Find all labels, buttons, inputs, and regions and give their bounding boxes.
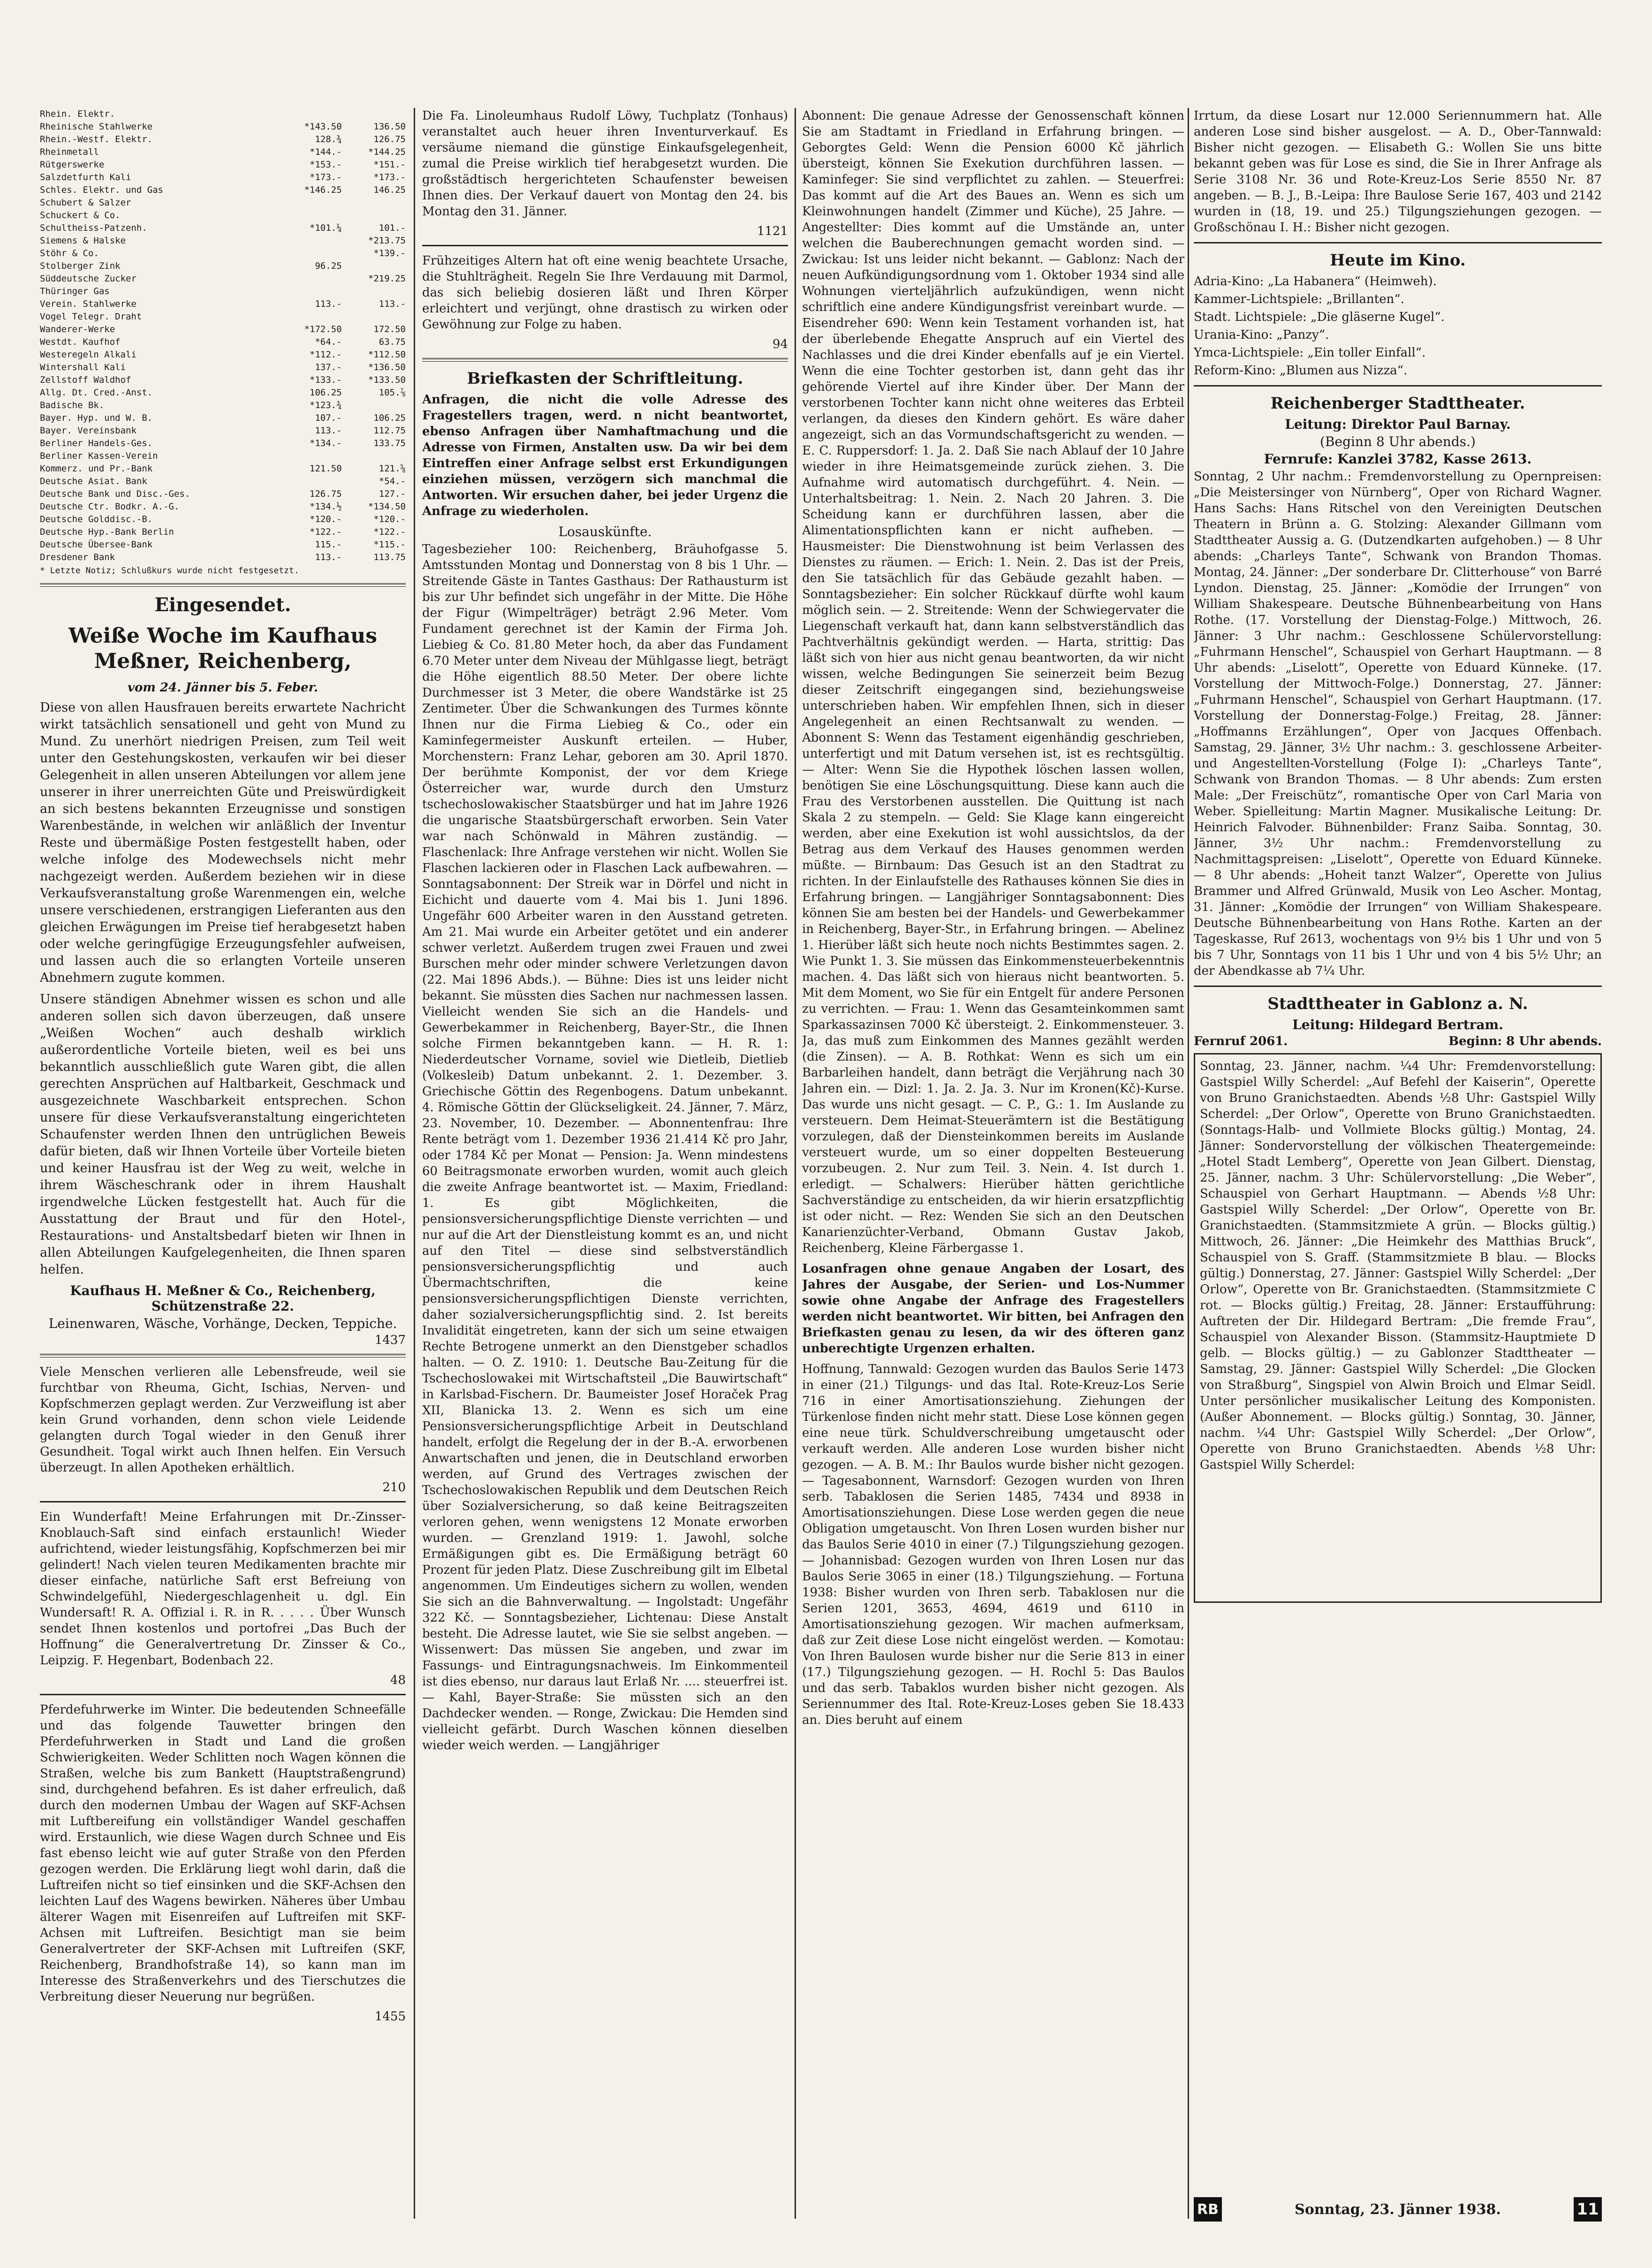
theater-gablonz-title: Stadttheater in Gablonz a. N. bbox=[1267, 994, 1528, 1013]
stock-row bbox=[40, 323, 406, 336]
ad-title: Weiße Woche im Kaufhaus Meßner, Reichenberg, bbox=[68, 624, 378, 673]
stock-quote: *143.50 bbox=[304, 121, 342, 132]
stock-quote: *133.50 bbox=[368, 375, 406, 385]
theater-reichenberg-start: (Beginn 8 Uhr abends.) bbox=[1320, 434, 1476, 449]
stock-quote bbox=[278, 235, 341, 247]
theater-gablonz-lead: Leitung: Hildegard Bertram. bbox=[1292, 1017, 1503, 1032]
stock-row bbox=[40, 488, 406, 501]
stock-row bbox=[40, 260, 406, 273]
stock-row bbox=[40, 539, 406, 551]
stock-quote: *146.25 bbox=[304, 185, 342, 195]
stock-row bbox=[40, 361, 406, 374]
stock-name: Deutsche Ctr. Bodkr. A.-G. bbox=[40, 501, 180, 512]
stock-quote: *172.50 bbox=[304, 324, 342, 334]
stock-quote bbox=[342, 108, 406, 121]
stock-name: Schuckert & Co. bbox=[40, 210, 121, 220]
stock-name: Vogel Telegr. Draht bbox=[40, 311, 142, 322]
stock-quote: 133.75 bbox=[373, 438, 406, 448]
stock-quote: *173.- bbox=[373, 172, 406, 182]
stock-name: Süddeutsche Zucker bbox=[40, 273, 136, 284]
briefkasten-body-cont: Abonnent: Die genaue Adresse der Genossenschaft können Sie am Stadtamt in Friedland in Erfahrung bringen. — Geborgtes Geld: Wenn die Pension 6000 Kč jährlich übersteigt, können Sie Exekution durchführen lassen. — Kaminfeger: Sie sind verpflichtet zu zahlen. — Steuerfrei: Das kommt auf die Art des Baues an. Wenn es sich um Kleinwohnungen handelt (Zimmer und Küche), 25 Jahre. — Angestellter: Dies kommt auf die Umstände an, unter welchen die Bauberechnungen gemacht worden sind. — Zwickau: Ist uns leider nicht bekannt. — Gablonz: Nach der neuen Aufkündigungsordnung vom 1. Oktober 1934 sind alle Wohnungen vierteljährlich aufzukündigen, wenn nicht schriftlich eine andere Kündigungsfrist vereinbart wurde. — Eisendreher 690: Wenn kein Testament vorhanden ist, hat der überlebende Ehegatte Anspruch auf ein Viertel des Nachlasses und die drei Kinder ebenfalls auf je ein Viertel. Wenn die eine Tochter gestorben ist, dann geht das ihr gehörende Viertel auf ihre Kinder über. Der Mann der verstorbenen Tochter kann nicht ohne weiteres das Erbteil verlangen, da dieses den Kindern gehört. Es wäre daher angezeigt, sich an das Vormundschaftsgericht zu wenden. — E. C. Ruppersdorf: 1. Ja. 2. Daß Sie nach Ablauf der 10 Jahre wieder in ihre Heimatsgemeinde zurück ziehen. 3. Die Aufnahme wird automatisch durchgeführt. 4. Nein. — Unterhaltsbeitrag: 1. Nein. 2. Nach 20 Jahren. 3. Die Scheidung kann er durchführen lassen, aber die Alimentationspflichten kann er nicht aufheben. — Hausmeister: Die Dienstwohnung ist beim Verlassen des Dienstes zu räumen. — Erich: 1. Nein. 2. Das ist der Preis, den Sie tatsächlich für das Gebäude gezahlt haben. — Sonntagsbezieher: Ein solcher Rückkauf dürfte wohl kaum möglich sein. — 2. Streitende: Wenn der Schwiegervater die Liegenschaft verkauft hat, dann kann selbstverständlich das Pachtverhältnis gekündigt werden. — Harta, strittig: Das läßt sich von hier aus nicht genau beantworten, da wir nicht wissen, welche Bedingungen Sie seinerzeit beim Bezug dieser Zeitschrift eingegangen sind, beziehungsweise unterschrieben haben. Wir empfehlen Ihnen, sich in dieser Angelegenheit an einen Rechtsanwalt zu wenden. — Abonnent S: Wenn das Testament eigenhändig geschrieben, unterfertigt und mit Datum versehen ist, ist es rechtsgültig. — Alter: Wenn Sie die Hypothek löschen lassen wollen, benötigen Sie eine Löschungsquittung. Diese kann auch die Frau des Verstorbenen ausstellen. Die Quittung ist nach Skala 2 zu stempeln. — Geld: Sie Klage kann eingereicht werden, aber eine Exekution ist wohl aussichtslos, da der Betrag aus dem Verkauf des Hauses genommen werden müßte. — Birnbaum: Das Gesuch ist an den Stadtrat zu richten. In der Einlaufstelle des Rathauses können Sie dies in Erfahrung bringen. — Langjähriger Sonntagsabonnent: Dies können Sie am besten bei der Handels- und Gewerbekammer in Reichenberg, Bayer-Str., in Erfahrung bringen. — Abelinez 1. Hierüber läßt sich heute noch nichts Bestimmtes sagen. 2. Wie Punkt 1. 3. Sie müssen das Einkommensteuerbekenntnis machen. 4. Das läßt sich von hieraus nicht beantworten. 5. Mit dem Moment, wo Sie für ein Entgelt für andere Personen zu verrichten. — Frau: 1. Wenn das Gesamteinkommen samt Sparkassazinsen 7000 Kč übersteigt. 2. Einkommensteuer. 3. Ja, das muß zum Einkommen des Mannes gezählt werden (die Zinsen). — A. B. Rothkat: Wenn es sich um ein Barbarleihen handelt, dann beträgt die Verjährung nach 30 Jahren ein. — Dizl: 1. Ja. 2. Ja. 3. Nur im Kronen(Kč)-Kurse. Das wurde uns nicht gesagt. — C. P., G.: 1. Im Auslande zu versteuern. Dem Heimat-Steuerämtern ist die Bestätigung vorzulegen, daß der Diensteinkommen bereits im Auslande versteuert wurde, um so einer doppelten Besteuerung vorzubeugen. 2. Nur zum Teil. 3. Nein. 4. Ist durch 1. erledigt. — Schalwers: Hierüber hätten gerichtliche Sachverständige zu entscheiden, da wir hierin ersatzpflichtig ist oder nicht. — Rez: Wenden Sie sich an den Deutschen Kanarienzüchter-Verband, Obmann Gustav Jakob, Reichenberg, Kleine Färbergasse 1. bbox=[802, 109, 1184, 1255]
stock-row bbox=[40, 108, 406, 121]
stock-row bbox=[40, 285, 406, 298]
stock-quote: 137.- bbox=[315, 362, 342, 372]
column-1 bbox=[40, 108, 406, 2024]
stock-quote: 121.50 bbox=[310, 463, 342, 474]
column-3 bbox=[802, 108, 1184, 1733]
stock-quote bbox=[278, 450, 341, 463]
stock-quote bbox=[342, 311, 406, 323]
stock-row bbox=[40, 159, 406, 171]
stock-name: Wintershall Kali bbox=[40, 362, 126, 372]
stock-quote bbox=[278, 311, 341, 323]
kino-item: Ymca-Lichtspiele: „Ein toller Einfall“. bbox=[1194, 346, 1426, 360]
stock-quote: 96.25 bbox=[315, 261, 342, 271]
kino-item: Urania-Kino: „Panzy“. bbox=[1194, 328, 1329, 342]
stock-row bbox=[40, 247, 406, 260]
stock-quote bbox=[278, 247, 341, 260]
stock-quote bbox=[342, 450, 406, 463]
stock-row bbox=[40, 526, 406, 539]
stock-name: Schultheiss-Patzenh. bbox=[40, 223, 147, 233]
stock-quote: 172.50 bbox=[373, 324, 406, 334]
ad-number: 1437 bbox=[374, 1333, 406, 1347]
theater-gablonz-start: Beginn: 8 Uhr abends. bbox=[1448, 1034, 1602, 1048]
stock-quote: 113.- bbox=[315, 299, 342, 309]
stock-quote: *139.- bbox=[373, 248, 406, 258]
stock-name: Rhein. Elektr. bbox=[40, 109, 115, 119]
theater-reichenberg-program: Sonntag, 2 Uhr nachm.: Fremdenvorstellung zu Opernpreisen: „Die Meistersinger von Nürnberg“, Oper von Richard Wagner. Hans Sachs: Hans Ritschel von den Vereinigten Deutschen Theatern in Brünn a. G. Stolzing: Alexander Gillmann vom Stadttheater Aussig a. G. (Dutzendkarten aufgehoben.) — 8 Uhr abends: „Charleys Tante“, Schwank von Brandon Thomas. Montag, 24. Jänner: „Der sonderbare Dr. Clitterhouse“ von Barré Lyndon. Dienstag, 25. Jänner: „Komödie der Irrungen“ von William Shakespeare. Deutsche Bühnenbearbeitung von Hans Rothe. (17. Vorstellung der Dienstag-Folge.) Mittwoch, 26. Jänner: 3 Uhr nachm.: Geschlossene Schülervorstellung: „Fuhrmann Henschel“, Schauspiel von Gerhart Hauptmann. — 8 Uhr abends: „Liselott“, Operette von Eduard Künneke. (17. Vorstellung der Mittwoch-Folge.) Donnerstag, 27. Jänner: „Fuhrmann Henschel“, Schauspiel von Gerhart Hauptmann. (17. Vorstellung der Donnerstag-Folge.) Freitag, 28. Jänner: „Hoffmanns Erzählungen“, Oper von Jacques Offenbach. Samstag, 29. Jänner, 3½ Uhr nachm.: 3. geschlossene Arbeiter- und Angestellten-Vorstellung (Folge I): „Charleys Tante“, Schwank von Brandon Thomas. — 8 Uhr abends: Zum ersten Male: „Der Freischütz“, romantische Oper von Carl Maria von Weber. Spielleitung: Martin Magner. Musikalische Leitung: Dr. Heinrich Falvoder. Bühnenbilder: Franz Saiba. Sonntag, 30. Jänner, 3½ Uhr nachm.: Fremdenvorstellung zu Nachmittagspreisen: „Liselott“, Operette von Eduard Künneke. — 8 Uhr abends: „Hoheit tanzt Walzer“, Operette von Julius Brammer und Alfred Grünwald, Musik von Leo Ascher. Montag, 31. Jänner: „Komödie der Irrungen“ von William Shakespeare. Deutsche Bühnenbearbeitung von Hans Rothe. Karten an der Tageskasse, Ruf 2613, wochentags von 9½ bis 1 Uhr und von 5 bis 7 Uhr, Sonntags von 11 bis 1 Uhr und von 4 bis 5½ Uhr; an der Abendkasse ab 7¼ Uhr. bbox=[1194, 470, 1602, 978]
stock-quote bbox=[342, 197, 406, 209]
stock-row bbox=[40, 209, 406, 222]
divider bbox=[422, 358, 788, 362]
stock-quote: 115.- bbox=[315, 539, 342, 550]
stock-row bbox=[40, 133, 406, 146]
stock-quote bbox=[278, 209, 341, 222]
column-rule bbox=[795, 108, 796, 2219]
stock-quote: 128.¾ bbox=[315, 134, 342, 144]
theater-reichenberg-phone: Fernrufe: Kanzlei 3782, Kasse 2613. bbox=[1264, 451, 1532, 467]
kino-item: Kammer-Lichtspiele: „Brillanten“. bbox=[1194, 292, 1404, 306]
stock-name: Stöhr & Co. bbox=[40, 248, 99, 258]
stock-name: Bayer. Hyp. und W. B. bbox=[40, 413, 153, 423]
page-footer bbox=[1194, 2193, 1602, 2226]
stock-quote: *151.- bbox=[373, 159, 406, 170]
stock-name: Westdt. Kaufhof bbox=[40, 337, 121, 347]
stock-quote: 106.25 bbox=[373, 413, 406, 423]
stock-quote: 136.50 bbox=[373, 121, 406, 132]
stock-name: Allg. Dt. Cred.-Anst. bbox=[40, 387, 153, 398]
stock-quote: *133.- bbox=[310, 375, 342, 385]
ad-paragraph: Unsere ständigen Abnehmer wissen es schon und alle anderen sollen sich davon überzeugen, daß unsere „Weißen Wochen“ auch deshalb wirklich außerordentliche Vorteile bieten, weil es bei uns bekanntlich ausschließlich gute Waren gibt, die allen gerechten Ansprüchen auf Haltbarkeit, Geschmack und ausgezeichnete Waschbarkeit entsprechen. Schon unsere für diese Verkaufsveranstaltung eingerichteten Schaufenster werden Ihnen den untrüglichen Beweis dafür bieten, daß wir Ihnen Vorteile über Vorteile bieten und keiner Hausfrau ist der Weg zu weit, welche in ihrem Wäscheschrank oder in ihrem Haushalt irgendwelche Lücken festgestellt hat. Auch für die Ausstattung der Braut und für den Hotel-, Restaurations- und Anstaltsbedarf bieten wir Ihnen in allen Abteilungen Kaufgelegenheiten, die Ihnen sparen helfen. bbox=[40, 992, 406, 1277]
stock-quote: *101.¼ bbox=[310, 223, 342, 233]
lotto-body-cont: Irrtum, da diese Losart nur 12.000 Seriennummern hat. Alle anderen Lose sind bisher ausgelost. — A. D., Ober-Tannwald: Bisher nicht gezogen. — Elisabeth G.: Wollen Sie uns bitte bekannt geben was für Lose es sind, die Sie in Ihrer Anfrage als Serie 3108 Nr. 36 und Rote-Kreuz-Los Serie 8550 Nr. 87 angeben. — B. J., B.-Leipa: Ihre Baulose Serie 167, 403 und 2142 wurden in (18, 19. und 25.) Tilgungsziehungen gezogen. — Großschönau I. H.: Bisher nicht gezogen. bbox=[1194, 109, 1602, 235]
stock-name: Badische Bk. bbox=[40, 400, 105, 410]
stock-quote: 106.25 bbox=[310, 387, 342, 398]
stock-quote: 113.- bbox=[315, 425, 342, 436]
stock-quote: *134.½ bbox=[310, 501, 342, 512]
stock-quote bbox=[278, 475, 341, 488]
stock-row bbox=[40, 146, 406, 159]
stock-row bbox=[40, 551, 406, 564]
stock-name: Rhein.-Westf. Elektr. bbox=[40, 134, 153, 144]
stock-quote: *122.- bbox=[310, 527, 342, 537]
stock-quote: 112.75 bbox=[373, 425, 406, 436]
stock-quote bbox=[278, 285, 341, 298]
stock-row bbox=[40, 222, 406, 235]
theater-gablonz-box bbox=[1194, 1053, 1602, 1603]
stock-row bbox=[40, 235, 406, 247]
kino-item: Adria-Kino: „La Habanera“ (Heimweh). bbox=[1194, 274, 1437, 288]
lotto-lead: Losanfragen ohne genaue Angaben der Losart, des Jahres der Ausgabe, der Serien- und Los-Nummer sowie ohne Angabe der Anfrage des Fragestellers werden nicht beantwortet. Wir bitten, bei Anfragen den Briefkasten genau zu lesen, da wir des öfteren ganz unberechtigte Urgenzen erhalten. bbox=[802, 1262, 1184, 1356]
stock-name: Rheinmetall bbox=[40, 147, 99, 157]
stock-quote: 146.25 bbox=[373, 185, 406, 195]
stock-quote: *122.- bbox=[373, 527, 406, 537]
theater-reichenberg-lead: Leitung: Direktor Paul Barnay. bbox=[1285, 417, 1511, 432]
stock-row bbox=[40, 349, 406, 361]
stock-quote: *144.- bbox=[310, 147, 342, 157]
stock-row bbox=[40, 412, 406, 425]
stock-quote: 101.- bbox=[379, 223, 406, 233]
stock-name: Schubert & Salzer bbox=[40, 197, 131, 208]
notice-number: 1455 bbox=[374, 2010, 406, 2024]
stock-quote: 105.⅞ bbox=[379, 387, 406, 398]
divider bbox=[1194, 385, 1602, 387]
stock-quote: 113.75 bbox=[373, 552, 406, 562]
stock-name: Berliner Handels-Ges. bbox=[40, 438, 153, 448]
stock-row bbox=[40, 336, 406, 349]
notice-pferde: Pferdefuhrwerke im Winter. Die bedeutenden Schneefälle und das folgende Tauwetter bringen den Pferdefuhrwerken in Stadt und Land die großen Schwierigkeiten. Weder Schlitten noch Wagen können die Straßen, welche bis zum Bankett (Hauptstraßengrund) sind, durchgehend befahren. Es ist daher erfreulich, daß durch den modernen Umbau der Wagen auf SKF-Achsen mit Luftbereifung ein vollständiger Wandel geschaffen wird. Erstaunlich, wie diese Wagen durch Schnee und Eis fast ebenso leicht wie auf guter Straße von den Pferden gezogen werden. Die Erklärung liegt wohl darin, daß die Luftreifen nicht so tief einsinken und die SKF-Achsen den leichten Lauf des Wagens bewirken. Näheres über Umbau älterer Wagen mit Eisenreifen auf Luftreifen mit SKF-Achsen mit Luftreifen. Besichtigt man sie beim Generalvertreter der SKF-Achsen mit Luftreifen (SKF, Reichenberg, Brandhofstraße 14), so kann man im Interesse des Straßenverkehrs und des Tierschutzes die Verbreitung dieser Neuerung nur begrüßen. bbox=[40, 1703, 406, 2004]
stock-quote: 126.75 bbox=[310, 489, 342, 499]
stock-row bbox=[40, 437, 406, 450]
stock-quote: *173.- bbox=[310, 172, 342, 182]
ad-paragraph: Diese von allen Hausfrauen bereits erwartete Nachricht wirkt tatsächlich sensationell und geht von Mund zu Mund. Zu unerhört niedrigen Preisen, zum Teil weit unter den Gestehungskosten, verkaufen wir bei dieser Gelegenheit in allen unseren Abteilungen vor allem jene unserer in ihrer unerreichten Güte und Preiswürdigkeit an sich bestens bekannten Erzeugnisse und sonstigen Warenbestände, in welchen wir anläßlich der Inventur Reste und übermäßige Posten festgestellt haben, oder welche infolge des Modewechsels nicht mehr nachgezeigt werden. Außerdem beziehen wir in diese Verkaufsveranstaltung große Warenmengen ein, welche unsere verschiedenen, erstrangigen Lieferanten aus den gleichen Erwägungen im Preise tief herabgesetzt haben oder welche geringfügige Erzeugungsfehler aufweisen, und lassen auch die so erlangten Vorteile unseren Abnehmern zugute kommen. bbox=[40, 700, 406, 985]
stock-name: Zellstoff Waldhof bbox=[40, 375, 131, 385]
theater-gablonz-phone: Fernruf 2061. bbox=[1194, 1034, 1288, 1048]
kino-item: Stadt. Lichtspiele: „Die gläserne Kugel“. bbox=[1194, 310, 1445, 324]
stock-name: Dresdener Bank bbox=[40, 552, 115, 562]
stock-row bbox=[40, 475, 406, 488]
stock-name: Westeregeln Alkali bbox=[40, 349, 136, 360]
stock-row bbox=[40, 513, 406, 526]
theater-gablonz-program: Sonntag, 23. Jänner, nachm. ¼4 Uhr: Fremdenvorstellung: Gastspiel Willy Scherdel: „Auf Befehl der Kaiserin“, Operette von Bruno Granichstaedten. Abends ½8 Uhr: Gastspiel Willy Scherdel: „Der Orlow“, Operette von Bruno Granichstaedten. (Sonntags-Halb- und Vollmiete Blocks gültig.) Montag, 24. Jänner: Sondervorstellung der völkischen Theatergemeinde: „Hotel Stadt Lemberg“, Operette von Jean Gilbert. Dienstag, 25. Jänner, nachm. 3 Uhr: Schülervorstellung: „Die Weber“, Schauspiel von Gerhart Hauptmann. — Abends ½8 Uhr: Gastspiel Willy Scherdel: „Der Orlow“, Operette von Br. Granichstaedten. (Stammsitzmiete A grün. — Blocks gültig.) Mittwoch, 26. Jänner: „Die Heimkehr des Matthias Bruck“, Schauspiel von S. Graff. (Stammsitzmiete B blau. — Blocks gültig.) Donnerstag, 27. Jänner: Gastspiel Willy Scherdel: „Der Orlow“, Operette von Br. Granichstaedten. (Stammsitzmiete C rot. — Blocks gültig.) Freitag, 28. Jänner: Erstaufführung: Auftreten der Dir. Hildegard Bertram: „Die fremde Frau“, Schauspiel von Alexander Bisson. (Stammsitz-Hauptmiete D gelb. — Blocks gültig.) — zu Gablonzer Stadttheater — Samstag, 29. Jänner: Gastspiel Willy Scherdel: „Die Glocken von Straßburg“, Singspiel von Alwin Broich und Elmar Seidl. Unter persönlicher musikalischer Leitung des Komponisten. (Außer Abonnement. — Blocks gültig.) Sonntag, 30. Jänner, nachm. ¼4 Uhr: Gastspiel Willy Scherdel: „Der Orlow“, Operette von Bruno Granichstaedten. Abends ½8 Uhr: Gastspiel Willy Scherdel: bbox=[1200, 1059, 1596, 1472]
stock-name: Berliner Kassen-Verein bbox=[40, 451, 158, 461]
stock-row bbox=[40, 399, 406, 412]
stock-row bbox=[40, 425, 406, 437]
stock-name: Bayer. Vereinsbank bbox=[40, 425, 136, 436]
lotto-body: Hoffnung, Tannwald: Gezogen wurden das Baulos Serie 1473 in einer (21.) Tilgungs- und das Ital. Rote-Kreuz-Los Serie 716 in einer Amortisationsziehung. Ziehungen der Türkenlose finden nicht mehr statt. Diese Lose können gegen eine neue türk. Schuldverschreibung umgetauscht oder verkauft werden. Alle anderen Lose wurden bisher nicht gezogen. — A. B. M.: Ihr Baulos wurde bisher nicht gezogen. — Tagesabonnent, Warnsdorf: Gezogen wurden von Ihren serb. Tabaklosen die Serien 1485, 7434 und 8938 in Amortisationsziehungen. Diese Lose werden gegen die neue Obligation umgetauscht. Von Ihren Losen wurden bisher nur das Baulos Serie 4010 in einer (7.) Tilgungsziehung gezogen. — Johannisbad: Gezogen wurden von Ihren Losen nur das Baulos Serie 3065 in einer (18.) Tilgungsziehung. — Fortuna 1938: Bisher wurden von Ihren serb. Tabaklosen nur die Serien 1201, 3653, 4694, 4619 und 6110 in Amortisationsziehung gezogen. Wir machen aufmerksam, daß zur Zeit diese Lose nicht eingelöst werden. — Komotau: Von Ihren Baulosen wurde bisher nur die Serie 813 in einer (17.) Tilgungsziehung gezogen. — H. Rochl 5: Das Baulos und das serb. Tabaklos wurden bisher nicht gezogen. Als Seriennummer des Ital. Rote-Kreuz-Loses geben Sie 18.433 an. Dies beruht auf einem bbox=[802, 1362, 1184, 1727]
stock-quote bbox=[278, 108, 341, 121]
stock-quote: *115.- bbox=[373, 539, 406, 550]
stock-name: Stolberger Zink bbox=[40, 261, 121, 271]
stock-quote: *144.25 bbox=[368, 147, 406, 157]
stock-quote bbox=[342, 209, 406, 222]
ad-dates: vom 24. Jänner bis 5. Feber. bbox=[127, 681, 318, 695]
stock-quote: *134.50 bbox=[368, 501, 406, 512]
stock-row bbox=[40, 298, 406, 311]
stock-row bbox=[40, 387, 406, 399]
stock-quote: *123.¾ bbox=[310, 400, 342, 410]
divider bbox=[40, 1501, 406, 1502]
stock-quote: *153.- bbox=[310, 159, 342, 170]
stock-name: Siemens & Halske bbox=[40, 235, 126, 246]
stock-name: Wanderer-Werke bbox=[40, 324, 115, 334]
stock-quote bbox=[278, 273, 341, 285]
notice-number: 210 bbox=[382, 1480, 406, 1494]
stock-quote bbox=[342, 285, 406, 298]
notice-togal: Viele Menschen verlieren alle Lebensfreude, weil sie furchtbar von Rheuma, Gicht, Ischias, Nerven- und Kopfschmerzen geplagt werden. Zur Verzweiflung ist aber kein Grund vorhanden, denn schon viele Leidende gelangten durch Togal wieder in den Genuß ihrer Gesundheit. Togal wirkt auch Ihnen helfen. Ein Versuch überzeugt. In allen Apotheken erhältlich. bbox=[40, 1365, 406, 1475]
stock-quote: *136.50 bbox=[368, 362, 406, 372]
theater-reichenberg-title: Reichenberger Stadttheater. bbox=[1270, 394, 1525, 413]
divider bbox=[1194, 242, 1602, 243]
stock-name: Rütgerswerke bbox=[40, 159, 105, 170]
stock-name: Thüringer Gas bbox=[40, 286, 110, 296]
stock-footnote: * Letzte Notiz; Schlußkurs wurde nicht festgesetzt. bbox=[40, 566, 299, 576]
column-rule bbox=[1188, 108, 1189, 2219]
kino-title: Heute im Kino. bbox=[1330, 251, 1466, 270]
column-2 bbox=[422, 108, 788, 1758]
stock-row bbox=[40, 273, 406, 285]
notice-linoleum: Die Fa. Linoleumhaus Rudolf Löwy, Tuchplatz (Tonhaus) veranstaltet auch heuer ihren Inventurverkauf. Es versäume niemand die günstige Einkaufsgelegenheit, zumal die Preise wirklich tief herabgesetzt wurden. Die großstädtisch hergerichteten Schaufenster beweisen Ihnen dies. Der Verkauf dauert von Montag den 24. bis Montag den 31. Jänner. bbox=[422, 109, 788, 219]
notice-number: 48 bbox=[390, 1673, 406, 1687]
divider bbox=[40, 1694, 406, 1695]
stock-name: Deutsche Golddisc.-B. bbox=[40, 514, 153, 524]
stock-table bbox=[40, 108, 406, 564]
stock-quote bbox=[342, 260, 406, 273]
divider bbox=[1194, 986, 1602, 987]
stock-name: Kommerz. und Pr.-Bank bbox=[40, 463, 153, 474]
stock-name: Deutsche Bank und Disc.-Ges. bbox=[40, 489, 190, 499]
stock-quote bbox=[278, 197, 341, 209]
stock-row bbox=[40, 450, 406, 463]
divider bbox=[40, 583, 406, 587]
ad-goods: Leinenwaren, Wäsche, Vorhänge, Decken, Teppiche. bbox=[48, 1316, 397, 1331]
stock-quote: *64.- bbox=[315, 337, 342, 347]
stock-name: Salzdetfurth Kali bbox=[40, 172, 131, 182]
stock-quote: *213.75 bbox=[368, 235, 406, 246]
notice-knoblauch: Ein Wunderfaft! Meine Erfahrungen mit Dr.-Zinsser-Knoblauch-Saft sind einfach erstaunlich! Wieder aufrichtend, wieder leistungsfähig, Kopfschmerzen bei mir gelindert! Nach vielen teuren Medikamenten brachte mir dieser einfache, natürliche Saft erst Befreiung von Schwindelgefühl, Niedergeschlagenheit u. dgl. Ein Wundersaft! R. A. Offizial i. R. in R. . . . . Über Wunsch sendet Ihnen kostenlos und portofrei „Das Buch der Hoffnung“ die Generalvertretung Dr. Zinsser & Co., Leipzig. F. Hegenbart, Bodenbach 22. bbox=[40, 1510, 406, 1668]
stock-quote: *120.- bbox=[310, 514, 342, 524]
column-rule bbox=[414, 108, 415, 2219]
stock-quote: *219.25 bbox=[368, 273, 406, 284]
stock-quote: 126.75 bbox=[373, 134, 406, 144]
page-number: 11 bbox=[1574, 2197, 1602, 2222]
kino-item: Reform-Kino: „Blumen aus Nizza“. bbox=[1194, 364, 1408, 378]
stock-row bbox=[40, 197, 406, 209]
column-4 bbox=[1194, 108, 1602, 1608]
stock-quote: 63.75 bbox=[379, 337, 406, 347]
kino-list bbox=[1194, 273, 1602, 379]
briefkasten-title: Briefkasten der Schriftleitung. bbox=[467, 369, 743, 388]
stock-row bbox=[40, 121, 406, 133]
newspaper-logo-icon: RB bbox=[1194, 2197, 1222, 2222]
stock-row bbox=[40, 184, 406, 197]
briefkasten-subhead: Losauskünfte. bbox=[558, 524, 652, 539]
stock-name: Rheinische Stahlwerke bbox=[40, 121, 153, 132]
stock-quote: 113.- bbox=[379, 299, 406, 309]
stock-quote: 127.- bbox=[379, 489, 406, 499]
ad-firm: Kaufhaus H. Meßner & Co., Reichenberg, Schützenstraße 22. bbox=[70, 1283, 376, 1314]
notice-number: 1121 bbox=[757, 224, 788, 238]
stock-quote: *134.- bbox=[310, 438, 342, 448]
stock-name: Verein. Stahlwerke bbox=[40, 299, 136, 309]
stock-quote: *112.50 bbox=[368, 349, 406, 360]
stock-quote: 107.- bbox=[315, 413, 342, 423]
briefkasten-body: Tagesbezieher 100: Reichenberg, Bräuhofgasse 5. Amtsstunden Montag und Donnerstag von 8 bis 1 Uhr. — Streitende Gäste in Tantes Gasthaus: Der Rathausturm ist bis zur Uhr befindet sich ungefähr in der Mitte. Die Höhe der Figur (Wimpelträger) beträgt 2.96 Meter. Vom Fundament gerechnet ist der Kamin der Firma Joh. Liebieg & Co. 81.80 Meter hoch, da aber das Fundament 6.70 Meter unter dem Niveau der Mühlgasse liegt, beträgt die Höhe eigentlich 88.50 Meter. Der obere lichte Durchmesser ist 3 Meter, die obere Wandstärke ist 25 Zentimeter. Über die Schwankungen des Turmes könnte Ihnen nur die Firma Liebieg & Co., oder ein Kaminfegermeister Auskunft erteilen. — Huber, Morchenstern: Franz Lehar, geboren am 30. April 1870. Der berühmte Komponist, der vor dem Kriege Österreicher war, wurde durch den Umsturz tschechoslowakischer Staatsbürger und hat im Jahre 1926 die ungarische Staatsbürgerschaft erworben. Sein Vater war nach Schönwald in Mähren zuständig. — Flaschenlack: Ihre Anfrage verstehen wir nicht. Wollen Sie Flaschen lackieren oder in Flaschen Lack aufbewahren. — Sonntagsabonnent: Der Streik war in Dörfel und nicht in Eichicht und dauerte vom 4. Mai bis 1. Juni 1896. Ungefähr 600 Arbeiter waren in den Ausstand getreten. Am 21. Mai wurde ein Arbeiter getötet und ein anderer schwer verletzt. Außerdem trugen zwei Frauen und zwei Burschen mehr oder minder schwere Verletzungen davon (22. Mai 1896 Abds.). — Bühne: Dies ist uns leider nicht bekannt. Sie müssten dies Sachen nur nachmessen lassen. Vielleicht wenden Sie sich an die Handels- und Gewerbekammer in Reichenberg, Bayer-Str., die Ihnen solche Firmen bekanntgeben kann. — H. R. 1: Niederdeutscher Vorname, soviel wie Dietleib, Dietlieb (Volkesleib) Datum unbekannt. 2. 1. Dezember. 3. Griechische Göttin des Regenbogens. Datum unbekannt. 4. Römische Göttin der Glückseligkeit. 24. Jänner, 7. März, 23. November, 10. Dezember. — Abonnentenfrau: Ihre Rente beträgt vom 1. Dezember 1936 21.414 Kč pro Jahr, oder 1784 Kč per Monat — Pension: Ja. Wenn mindestens 60 Beitragsmonate erworben wurden, womit auch gleich die zweite Anfrage beantwortet ist. — Maxim, Friedland: 1. Es gibt Möglichkeiten, die pensionsversicherungspflichtige Dienste verrichten — und nur auf die Art der Dienstleistung kommt es an, und nicht auf den Titel — diese sind selbstverständlich pensionsversicherungspflichtig und auch Übermachtschriften, die keine pensionsversicherungspflichtigen Dienste verrichten, daher sozialversicherungspflichtig sind. 2. Ist bereits Invalidität eingetreten, kann der sich um seine etwaigen Rechte Betrogene unmerkt an den Dienstgeber schadlos halten. — O. Z. 1910: 1. Deutsche Bau-Zeitung für die Tschechoslowakei mit Wirtschaftsteil „Die Bauwirtschaft“ in Karlsbad-Fischern. Dr. Baumeister Josef Horaček Prag XII, Blanicka 13. 2. Wenn es sich um eine Pensionsversicherungspflichtige Arbeit in Deutschland handelt, erfolgt die Regelung der in der B.-A. erworbenen Anwartschaften und jenen, die in Deutschland erworben werden, auf Grund des Vertrages zwischen der Tschechoslowakischen Republik und dem Deutschen Reich über Sozialversicherung, so daß keine Beitragszeiten verloren gehen, wenn wenigstens 12 Monate erworben wurden. — Grenzland 1919: 1. Jawohl, solche Ermäßigungen gibt es. Die Ermäßigung beträgt 60 Prozent für jeden Platz. Diese Zuschreibung gilt im Elbetal angenommen. Um Eindeutiges sichern zu wollen, wenden Sie sich an die Bahnverwaltung. — Ingolstadt: Ungefähr 322 Kč. — Sonntagsbezieher, Lichtenau: Diese Anstalt besteht. Die Adresse lautet, wie Sie sie selbst angeben. — Wissenwert: Das müssen Sie angeben, und zwar im Fassungs- und Eintragungsnachweis. Im Einkommenteil ist dies ebenso, nur daraus laut Erlaß Nr. .... steuerfrei ist. — Kahl, Bayer-Straße: Sie müssten sich an den Dachdecker wenden. — Ronge, Zwickau: Die Hemden sind vielleicht gefärbt. Durch Waschen können dieselben wieder weich werden. — Langjähriger bbox=[422, 542, 788, 1752]
stock-name: Schles. Elektr. und Gas bbox=[40, 185, 164, 195]
divider bbox=[40, 1354, 406, 1358]
stock-name: Deutsche Hyp.-Bank Berlin bbox=[40, 527, 174, 537]
newspaper-page bbox=[33, 26, 1616, 2245]
section-eingesendet: Eingesendet. bbox=[154, 594, 291, 616]
footer-date: Sonntag, 23. Jänner 1938. bbox=[1295, 2201, 1501, 2218]
notice-number: 94 bbox=[772, 337, 788, 351]
briefkasten-lead: Anfragen, die nicht die volle Adresse des Fragestellers tragen, werd. n nicht beantwortet, ebenso Anfragen über Namhaftmachung und die Adresse von Firmen, Anstalten usw. Da wir bei dem Eintreffen einer Anfrage selbst erst Erkundigungen einziehen müssen, verzögern sich manchmal die Antworten. Wir ersuchen daher, bei jeder Urgenz die Anfrage zu wiederholen. bbox=[422, 393, 788, 518]
stock-row bbox=[40, 463, 406, 475]
stock-row bbox=[40, 501, 406, 513]
stock-name: Deutsche Übersee-Bank bbox=[40, 539, 153, 550]
stock-row bbox=[40, 171, 406, 184]
stock-quote: *120.- bbox=[373, 514, 406, 524]
stock-quote: 113.- bbox=[315, 552, 342, 562]
stock-quote: *112.- bbox=[310, 349, 342, 360]
stock-row bbox=[40, 311, 406, 323]
divider bbox=[422, 245, 788, 246]
stock-row bbox=[40, 374, 406, 387]
notice-darmol: Frühzeitiges Altern hat oft eine wenig beachtete Ursache, die Stuhlträgheit. Regeln Sie Ihre Verdauung mit Darmol, das sich beliebig dosieren läßt und Ihren Körper erleichtert und verjüngt, ohne drastisch zu wirken oder Gewöhnung zur Folge zu haben. bbox=[422, 254, 788, 332]
stock-name: Deutsche Asiat. Bank bbox=[40, 476, 147, 486]
stock-quote bbox=[342, 399, 406, 412]
stock-quote: 121.⅝ bbox=[379, 463, 406, 474]
stock-quote: *54.- bbox=[379, 476, 406, 486]
